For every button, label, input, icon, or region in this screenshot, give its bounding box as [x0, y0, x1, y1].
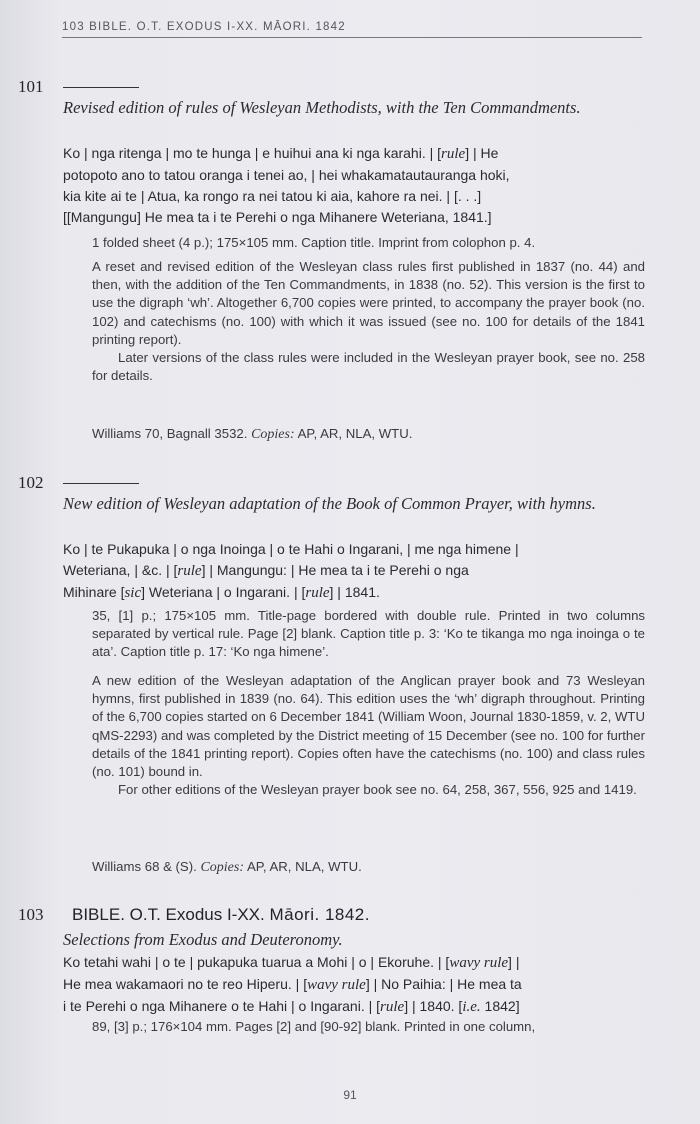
- physical-description: 89, [3] p.; 176×104 mm. Pages [2] and [90-92] blank. Printed in one column,: [92, 1019, 536, 1034]
- entry-title: New edition of Wesleyan adaptation of the Book of Common Prayer, with hymns.: [63, 494, 596, 513]
- transcription-line: Mihinare [sic] Weteriana | o Ingarani. | [rule] | 1841.: [63, 584, 380, 601]
- copies: AP, AR, NLA, WTU.: [297, 426, 413, 441]
- transcription-line: Weteriana, | &c. | [rule] | Mangungu: | He mea ta i te Perehi o nga: [63, 562, 469, 579]
- transcription-line: He mea wakamaori no te reo Hiperu. | [wavy rule] | No Paihia: | He mea ta: [63, 976, 522, 993]
- note-paragraph: Later versions of the class rules were included in the Wesleyan prayer book, see no. 258 for details.: [92, 350, 645, 384]
- physical-description: 1 folded sheet (4 p.); 175×105 mm. Caption title. Imprint from colophon p. 4.: [92, 235, 536, 250]
- page-number: 91: [343, 1088, 357, 1102]
- entry-notes: [92, 672, 645, 799]
- transcription-line: Ko | te Pukapuka | o nga Inoinga | o te Hahi o Ingarani, | me nga himene |: [63, 541, 519, 557]
- heading-sub: Māori. 1842.: [269, 905, 370, 924]
- transcription-line: [[Mangungu] He mea ta i te Perehi o nga Mihanere Weteriana, 1841.]: [63, 209, 492, 225]
- copies-label: Copies:: [200, 860, 245, 875]
- title-transcription: [63, 143, 653, 228]
- entry-title: Revised edition of rules of Wesleyan Methodists, with the Ten Commandments.: [63, 98, 581, 117]
- transcription-line: kia kite ai te | Atua, ka rongo ra nei tatou ki aia, kahore ra nei. | [. . .]: [63, 188, 482, 204]
- entry-notes: [92, 258, 645, 385]
- entry-number: 101: [18, 77, 44, 96]
- note-paragraph: A new edition of the Wesleyan adaptation of the Anglican prayer book and 73 Wesleyan hymns, first published in 1839 (no. 64). This edition uses the ‘wh’ digraph throughout. Printing of the 6,700 copies started on 6 December 1841 (William Woon, Journal 1830-1859, v. 2, WTU qMS-2293) and was completed by the District meeting of 15 December (see no. 100 for further details of the 1841 printing report). Copies often have the catechisms (no. 100) and class rules (no. 101) bound in.: [92, 673, 645, 780]
- heading-main: BIBLE. O.T. Exodus I-XX.: [72, 905, 265, 924]
- note-paragraph: A reset and revised edition of the Wesleyan class rules first published in 1837 (no. 44) and then, with the addition of the Ten Commandments, in 1838 (no. 52). This version is the first to use the digraph ‘wh’. Altogether 6,700 copies were printed, to accompany the prayer book (no. 102) and catechisms (no. 100) with which it was issued (see no. 100 for details of the 1841 printing report).: [92, 259, 645, 347]
- entry-number: 103: [18, 905, 44, 924]
- entry-number: 102: [18, 473, 44, 492]
- note-paragraph: For other editions of the Wesleyan prayer book see no. 64, 258, 367, 556, 925 and 1419.: [118, 782, 637, 798]
- references: Williams 68 & (S).: [92, 859, 197, 874]
- transcription-line: Ko | nga ritenga | mo te hunga | e huihui ana ki nga karahi. | [rule] | He: [63, 145, 499, 162]
- entry-dash-rule: [63, 87, 139, 88]
- transcription-line: Ko tetahi wahi | o te | pukapuka tuarua a Mohi | o | Ekoruhe. | [wavy rule] |: [63, 954, 520, 971]
- transcription-line: potopoto ano to tatou oranga i tenei ao, | hei whakamatautauranga hoki,: [63, 167, 510, 183]
- references-line: [92, 425, 645, 444]
- entry-heading: [72, 905, 370, 925]
- references: Williams 70, Bagnall 3532.: [92, 426, 248, 441]
- transcription-line: i te Perehi o nga Mihanere o te Hahi | o Ingarani. | [rule] | 1840. [i.e. 1842]: [63, 998, 520, 1015]
- title-transcription: [63, 539, 653, 604]
- running-head: 103 BIBLE. O.T. EXODUS I-XX. MĀORI. 1842: [62, 21, 642, 38]
- title-transcription: [63, 952, 653, 1018]
- references-line: [92, 858, 645, 877]
- entry-dash-rule: [63, 483, 139, 484]
- entry-title: Selections from Exodus and Deuteronomy.: [63, 930, 343, 949]
- physical-description: 35, [1] p.; 175×105 mm. Title-page bordered with double rule. Printed in two columns separated by vertical rule. Page [2] blank. Caption title p. 3: ‘Ko te tikanga mo nga inoinga o te ata’. Caption title p. 17: ‘Ko nga himene’.: [92, 608, 645, 660]
- copies: AP, AR, NLA, WTU.: [246, 859, 362, 874]
- copies-label: Copies:: [251, 427, 295, 442]
